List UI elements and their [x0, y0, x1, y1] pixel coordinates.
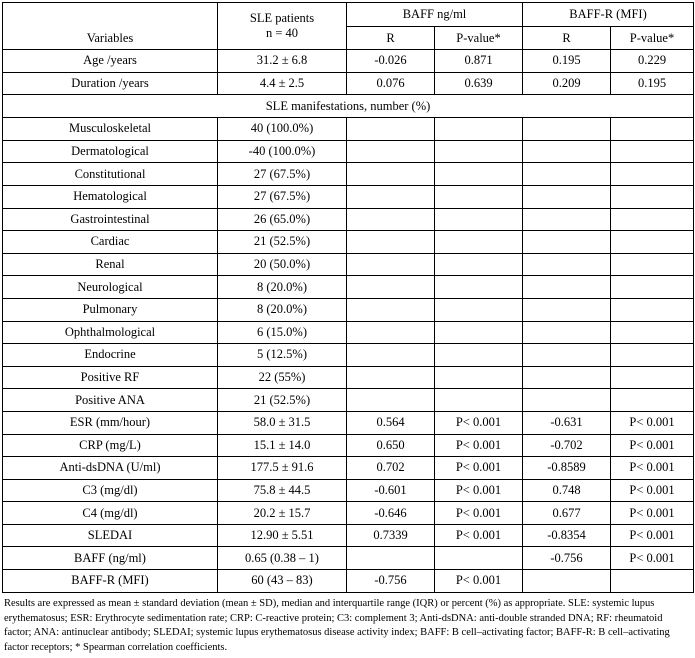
- table-row: [3, 366, 694, 389]
- cell-baff-p: P< 0.001: [435, 411, 523, 434]
- cell-baff-p: [435, 231, 523, 254]
- cell-variable: Age /years: [3, 50, 218, 73]
- table-row: [3, 457, 694, 480]
- cell-baffr-p: [611, 140, 694, 163]
- cell-baffr-r: [523, 276, 611, 299]
- cell-baff-p: [435, 366, 523, 389]
- table-row: [3, 479, 694, 502]
- table-row: [3, 72, 694, 95]
- cell-baffr-r: 0.748: [523, 479, 611, 502]
- table-row: [3, 434, 694, 457]
- header-sle-label: SLE patients: [249, 11, 315, 25]
- cell-baff-p: P< 0.001: [435, 457, 523, 480]
- cell-baff-p: [435, 298, 523, 321]
- cell-baff-r: [347, 163, 435, 186]
- cell-baff-r: 0.564: [347, 411, 435, 434]
- table-row: [3, 321, 694, 344]
- cell-variable: Positive RF: [3, 366, 218, 389]
- cell-baffr-r: [523, 185, 611, 208]
- cell-baff-r: [347, 185, 435, 208]
- cell-variable: Duration /years: [3, 72, 218, 95]
- table-row: [3, 118, 694, 141]
- cell-sle-patients: 21 (52.5%): [218, 231, 347, 254]
- cell-baff-p: [435, 344, 523, 367]
- cell-baff-p: P< 0.001: [435, 434, 523, 457]
- cell-baff-r: 0.7339: [347, 524, 435, 547]
- cell-baffr-p: [611, 570, 694, 593]
- cell-sle-patients: 177.5 ± 91.6: [218, 457, 347, 480]
- header-variables: Variables: [3, 3, 218, 50]
- cell-baffr-r: -0.8589: [523, 457, 611, 480]
- table-row: [3, 50, 694, 73]
- cell-sle-patients: 27 (67.5%): [218, 163, 347, 186]
- cell-baff-r: [347, 118, 435, 141]
- cell-baffr-r: [523, 321, 611, 344]
- cell-variable: C3 (mg/dl): [3, 479, 218, 502]
- cell-sle-patients: 5 (12.5%): [218, 344, 347, 367]
- cell-baff-p: P< 0.001: [435, 570, 523, 593]
- cell-baffr-r: -0.8354: [523, 524, 611, 547]
- cell-baffr-p: [611, 253, 694, 276]
- cell-baff-p: [435, 163, 523, 186]
- cell-sle-patients: 26 (65.0%): [218, 208, 347, 231]
- cell-baffr-p: P< 0.001: [611, 547, 694, 570]
- cell-baffr-p: [611, 321, 694, 344]
- cell-baffr-p: P< 0.001: [611, 524, 694, 547]
- cell-baffr-p: [611, 389, 694, 412]
- header-sle-n: n = 40: [265, 26, 299, 40]
- cell-baffr-p: P< 0.001: [611, 479, 694, 502]
- cell-variable: Dermatological: [3, 140, 218, 163]
- cell-baff-r: [347, 276, 435, 299]
- cell-variable: Constitutional: [3, 163, 218, 186]
- cell-baffr-r: -0.631: [523, 411, 611, 434]
- cell-baffr-r: 0.195: [523, 50, 611, 73]
- cell-baffr-p: P< 0.001: [611, 502, 694, 525]
- cell-sle-patients: 75.8 ± 44.5: [218, 479, 347, 502]
- header-baff: BAFF ng/ml: [347, 3, 523, 27]
- cell-variable: BAFF-R (MFI): [3, 570, 218, 593]
- cell-variable: CRP (mg/L): [3, 434, 218, 457]
- cell-baffr-r: [523, 298, 611, 321]
- cell-variable: Musculoskeletal: [3, 118, 218, 141]
- cell-baff-r: -0.026: [347, 50, 435, 73]
- cell-sle-patients: 27 (67.5%): [218, 185, 347, 208]
- header-baffr: BAFF-R (MFI): [523, 3, 694, 27]
- cell-baff-r: -0.646: [347, 502, 435, 525]
- cell-sle-patients: 6 (15.0%): [218, 321, 347, 344]
- cell-sle-patients: 8 (20.0%): [218, 276, 347, 299]
- cell-variable: Endocrine: [3, 344, 218, 367]
- header-baffr-r: R: [523, 27, 611, 50]
- cell-sle-patients: 4.4 ± 2.5: [218, 72, 347, 95]
- cell-baffr-r: -0.756: [523, 547, 611, 570]
- cell-baff-p: [435, 276, 523, 299]
- cell-sle-patients: 58.0 ± 31.5: [218, 411, 347, 434]
- header-sle-patients: [218, 3, 347, 50]
- cell-baff-p: [435, 547, 523, 570]
- cell-baff-p: P< 0.001: [435, 502, 523, 525]
- cell-variable: BAFF (ng/ml): [3, 547, 218, 570]
- cell-baffr-p: [611, 298, 694, 321]
- cell-baff-r: [347, 140, 435, 163]
- cell-baff-r: -0.756: [347, 570, 435, 593]
- cell-baffr-r: [523, 118, 611, 141]
- cell-baffr-p: [611, 185, 694, 208]
- cell-baffr-r: [523, 163, 611, 186]
- cell-baffr-r: 0.677: [523, 502, 611, 525]
- cell-baff-r: [347, 389, 435, 412]
- cell-baff-p: P< 0.001: [435, 479, 523, 502]
- cell-variable: Cardiac: [3, 231, 218, 254]
- cell-baffr-p: [611, 163, 694, 186]
- cell-baffr-r: [523, 208, 611, 231]
- cell-variable: Ophthalmological: [3, 321, 218, 344]
- header-baff-r: R: [347, 27, 435, 50]
- cell-baff-p: [435, 321, 523, 344]
- table-row: [3, 208, 694, 231]
- cell-variable: Renal: [3, 253, 218, 276]
- table-row: [3, 344, 694, 367]
- cell-baffr-r: [523, 570, 611, 593]
- cell-baffr-p: 0.195: [611, 72, 694, 95]
- cell-sle-patients: 20.2 ± 15.7: [218, 502, 347, 525]
- table-row: [3, 524, 694, 547]
- section-row: [3, 95, 694, 118]
- cell-variable: Hematological: [3, 185, 218, 208]
- cell-baff-p: [435, 118, 523, 141]
- header-baff-p: P-value*: [435, 27, 523, 50]
- cell-baff-r: 0.702: [347, 457, 435, 480]
- cell-baff-p: [435, 208, 523, 231]
- cell-sle-patients: 8 (20.0%): [218, 298, 347, 321]
- table-row: [3, 163, 694, 186]
- cell-sle-patients: 60 (43 – 83): [218, 570, 347, 593]
- cell-baff-p: [435, 389, 523, 412]
- cell-baff-p: [435, 185, 523, 208]
- cell-baffr-r: [523, 389, 611, 412]
- cell-sle-patients: 15.1 ± 14.0: [218, 434, 347, 457]
- cell-baff-r: [347, 344, 435, 367]
- cell-baffr-r: 0.209: [523, 72, 611, 95]
- table-row: [3, 298, 694, 321]
- cell-baff-p: [435, 253, 523, 276]
- cell-baffr-p: P< 0.001: [611, 434, 694, 457]
- table-row: [3, 231, 694, 254]
- cell-variable: ESR (mm/hour): [3, 411, 218, 434]
- cell-baff-r: [347, 231, 435, 254]
- cell-baff-r: [347, 321, 435, 344]
- cell-baffr-p: [611, 208, 694, 231]
- cell-baffr-p: [611, 366, 694, 389]
- cell-baffr-p: [611, 118, 694, 141]
- cell-baffr-p: [611, 276, 694, 299]
- cell-variable: SLEDAI: [3, 524, 218, 547]
- cell-baffr-p: P< 0.001: [611, 457, 694, 480]
- cell-variable: Anti-dsDNA (U/ml): [3, 457, 218, 480]
- table-row: [3, 253, 694, 276]
- cell-variable: Neurological: [3, 276, 218, 299]
- cell-variable: Positive ANA: [3, 389, 218, 412]
- cell-baffr-r: [523, 253, 611, 276]
- cell-sle-patients: 40 (100.0%): [218, 118, 347, 141]
- cell-baff-r: [347, 547, 435, 570]
- cell-baff-p: 0.639: [435, 72, 523, 95]
- cell-baffr-r: [523, 344, 611, 367]
- section-label: SLE manifestations, number (%): [3, 95, 694, 118]
- cell-baff-r: 0.650: [347, 434, 435, 457]
- cell-sle-patients: 22 (55%): [218, 366, 347, 389]
- cell-baffr-p: P< 0.001: [611, 411, 694, 434]
- cell-sle-patients: 0.65 (0.38 – 1): [218, 547, 347, 570]
- cell-baffr-r: [523, 231, 611, 254]
- cell-baffr-p: [611, 344, 694, 367]
- header-baffr-p: P-value*: [611, 27, 694, 50]
- cell-sle-patients: 31.2 ± 6.8: [218, 50, 347, 73]
- cell-baffr-r: [523, 140, 611, 163]
- table-row: [3, 185, 694, 208]
- cell-baffr-p: [611, 231, 694, 254]
- cell-baffr-r: -0.702: [523, 434, 611, 457]
- table-row: [3, 389, 694, 412]
- table-row: [3, 570, 694, 593]
- table-row: [3, 140, 694, 163]
- cell-baff-r: [347, 298, 435, 321]
- cell-baffr-p: 0.229: [611, 50, 694, 73]
- cell-baff-p: [435, 140, 523, 163]
- table-footnote: Results are expressed as mean ± standard deviation (mean ± SD), median and interquartile range (IQR) or percent (%) as appropriate. SLE: systemic lupus erythematosus; ESR: Erythrocyte sedimentation rate; CRP: C-reactive protein; C3: complement 3; Anti-dsDNA: anti-double stranded DNA; RF: rheumatoid factor; ANA: antinuclear antibody; SLEDAI; systemic lupus erythematosus disease activity index; BAFF: B cell–activating factor; BAFF-R: B cell–activating factor receptors; * Spearman correlation coefficients.: [4, 598, 670, 653]
- table-row: [3, 276, 694, 299]
- cell-baffr-r: [523, 366, 611, 389]
- cell-sle-patients: 21 (52.5%): [218, 389, 347, 412]
- cell-variable: Pulmonary: [3, 298, 218, 321]
- cell-baff-r: [347, 208, 435, 231]
- cell-baff-r: [347, 366, 435, 389]
- table-row: [3, 502, 694, 525]
- results-table: [2, 2, 694, 593]
- table-row: [3, 411, 694, 434]
- cell-baff-r: [347, 253, 435, 276]
- cell-baff-p: 0.871: [435, 50, 523, 73]
- cell-baff-r: 0.076: [347, 72, 435, 95]
- cell-baff-r: -0.601: [347, 479, 435, 502]
- cell-sle-patients: -40 (100.0%): [218, 140, 347, 163]
- cell-variable: Gastrointestinal: [3, 208, 218, 231]
- cell-baff-p: P< 0.001: [435, 524, 523, 547]
- cell-variable: C4 (mg/dl): [3, 502, 218, 525]
- cell-sle-patients: 12.90 ± 5.51: [218, 524, 347, 547]
- cell-sle-patients: 20 (50.0%): [218, 253, 347, 276]
- table-row: [3, 547, 694, 570]
